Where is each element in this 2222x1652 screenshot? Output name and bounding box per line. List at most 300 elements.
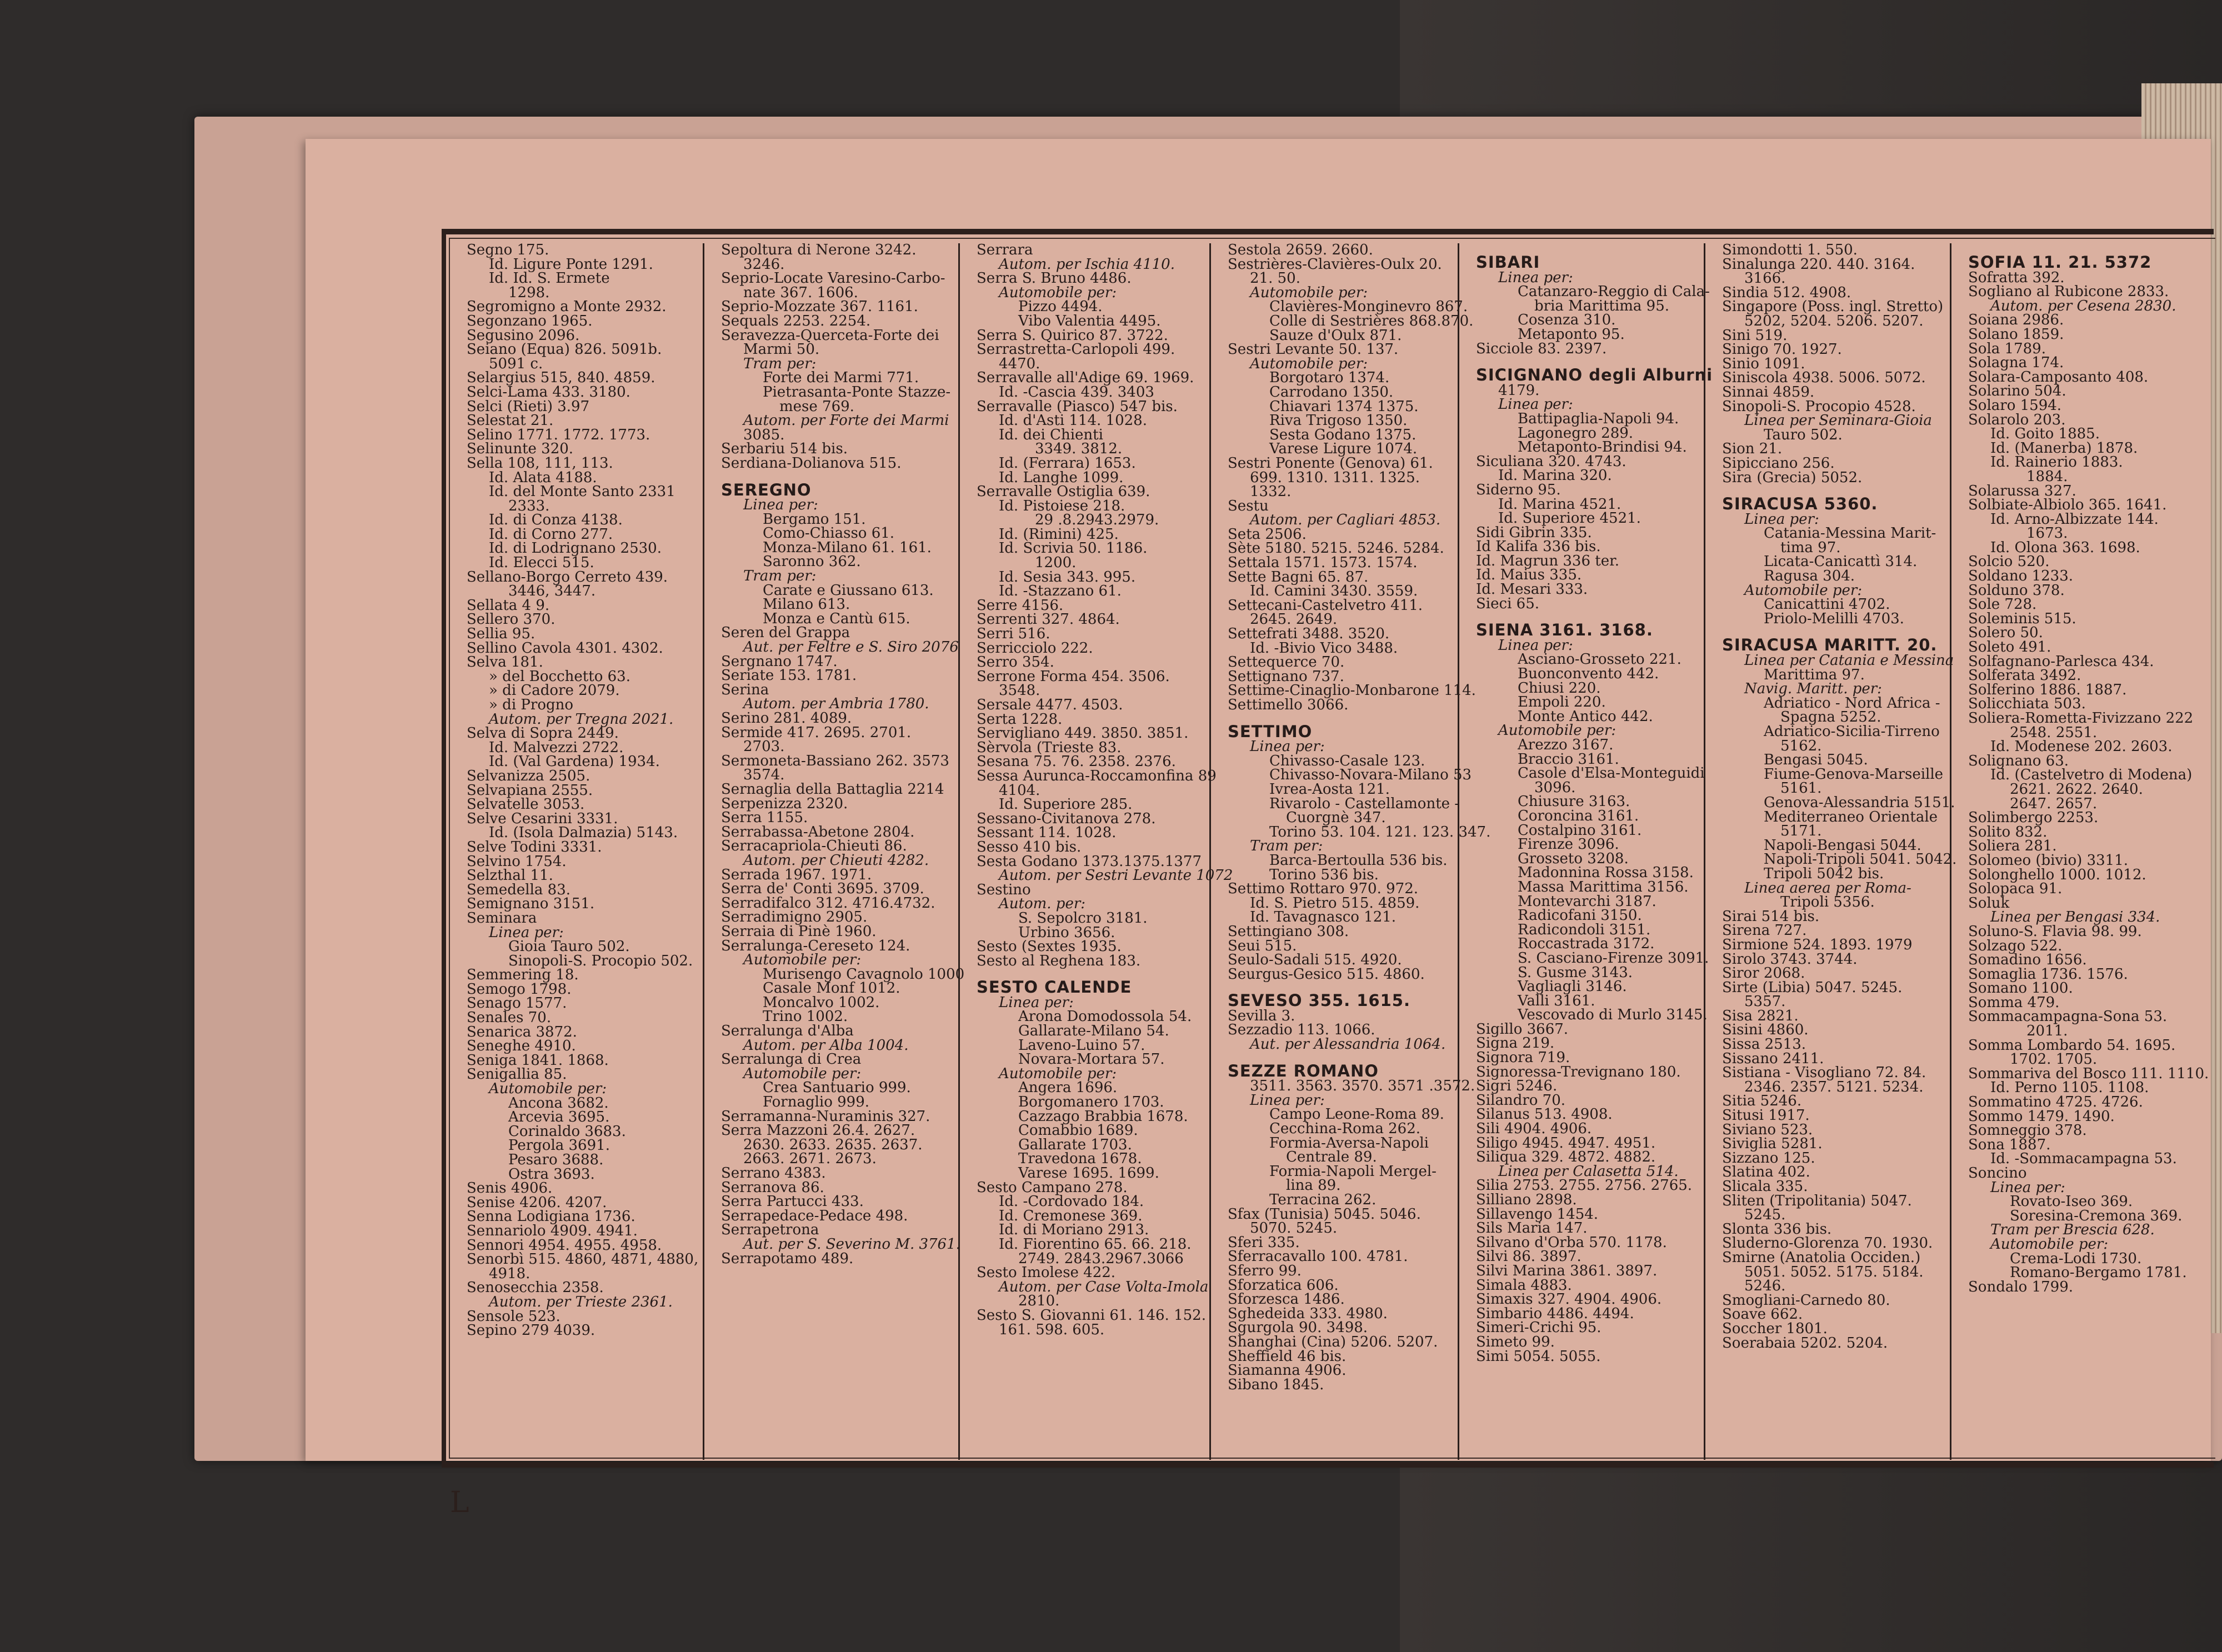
index-entry: Rivarolo - Castellamonte - — [1269, 795, 1460, 812]
index-entry: Arona Domodossola 54. — [1018, 1008, 1192, 1025]
index-entry: Senna Lodigiana 1736. — [467, 1208, 635, 1225]
index-entry: Solarino 504. — [1968, 383, 2066, 400]
index-entry: Serro 354. — [977, 654, 1054, 671]
index-entry: Carate e Giussano 613. — [763, 582, 934, 599]
index-entry: Slatina 402. — [1722, 1164, 1810, 1181]
index-entry: Simala 4883. — [1476, 1276, 1572, 1294]
index-entry: Madonnina Rossa 3158. — [1518, 864, 1694, 882]
index-entry: Comabbio 1689. — [1018, 1122, 1138, 1139]
index-entry: Sissano 2411. — [1722, 1050, 1824, 1067]
index-entry: Settime-Cinaglio-Monbarone 114. — [1228, 682, 1476, 699]
index-entry: 3574. — [743, 767, 785, 784]
index-entry: Segonzano 1965. — [467, 312, 593, 329]
index-entry: Autom. per Cagliari 4853. — [1250, 512, 1441, 529]
index-entry: Simondotti 1. 550. — [1722, 242, 1858, 258]
index-entry: Varese 1695. 1699. — [1018, 1165, 1159, 1182]
index-entry: 2645. 2649. — [1250, 611, 1338, 628]
index-entry: Id. di Conza 4138. — [489, 512, 623, 529]
index-entry: Marittima 97. — [1764, 666, 1865, 683]
index-entry: Gallarate-Milano 54. — [1018, 1023, 1169, 1040]
index-entry: Id. -Bivio Vico 3488. — [1250, 639, 1398, 657]
index-entry: Forte dei Marmi 771. — [763, 369, 919, 387]
index-entry: Sestu — [1228, 497, 1269, 514]
index-entry: Chivasso-Casale 123. — [1269, 752, 1425, 769]
index-entry: Solito 832. — [1968, 823, 2048, 840]
index-entry: Settala 1571. 1573. 1574. — [1228, 554, 1418, 572]
index-entry: Serri 516. — [977, 625, 1050, 643]
index-entry: Solaro 1594. — [1968, 397, 2062, 414]
section-heading: SIBARI — [1476, 253, 1540, 272]
index-entry: Borgotaro 1374. — [1269, 369, 1390, 387]
index-entry: Serricciolo 222. — [977, 639, 1093, 657]
index-entry: Id. Arno-Albizzate 144. — [1990, 510, 2159, 528]
index-entry: Settefrati 3488. 3520. — [1228, 625, 1390, 643]
index-entry: Semogo 1798. — [467, 980, 572, 998]
index-entry: Seprio-Mozzate 367. 1161. — [721, 298, 918, 316]
index-entry: Slicala 335. — [1722, 1178, 1808, 1195]
index-entry: 4470. — [999, 355, 1040, 372]
index-entry: Id. -Stazzano 61. — [999, 583, 1122, 600]
index-entry: Serramanna-Nuraminis 327. — [721, 1108, 930, 1125]
index-entry: Sommariva del Bosco 111. 1110. — [1968, 1065, 2209, 1082]
index-entry: Id. Ligure Ponte 1291. — [489, 256, 653, 273]
index-entry: Sicciole 83. 2397. — [1476, 340, 1607, 357]
index-entry: Linea per: — [489, 924, 564, 941]
index-entry: Sennori 4954. 4955. 4958. — [467, 1237, 662, 1254]
index-entry: Autom. per Cesena 2830. — [1990, 297, 2176, 314]
index-entry: Autom. per Tregna 2021. — [489, 710, 674, 728]
index-entry: Priolo-Melilli 4703. — [1764, 610, 1904, 627]
index-entry: tima 97. — [1780, 539, 1841, 556]
index-entry: Segromigno a Monte 2932. — [467, 298, 667, 316]
index-entry: Sesta Godano 1375. — [1269, 426, 1417, 443]
index-entry: Serino 281. 4089. — [721, 710, 852, 727]
index-entry: Sinopoli-S. Procopio 4528. — [1722, 398, 1916, 415]
index-entry: Sermoneta-Bassiano 262. 3573 — [721, 752, 949, 769]
index-entry: Sellero 370. — [467, 611, 556, 628]
index-entry: Cosenza 310. — [1518, 312, 1616, 329]
index-entry: Id. Pistoiese 218. — [999, 497, 1125, 514]
index-entry: Seminara — [467, 909, 537, 927]
index-entry: Solferata 3492. — [1968, 667, 2081, 684]
index-entry: Serra 1155. — [721, 809, 808, 827]
index-entry: Semignano 3151. — [467, 895, 595, 913]
index-entry: Selzthal 11. — [467, 867, 553, 884]
index-entry: Romano-Bergamo 1781. — [2010, 1264, 2187, 1281]
index-entry: Sinopoli-S. Procopio 502. — [508, 952, 693, 969]
index-entry: Montevarchi 3187. — [1518, 893, 1657, 910]
index-entry: Sidi Gibrin 335. — [1476, 524, 1592, 541]
index-entry: Automobile per: — [1744, 582, 1863, 599]
index-entry: Sinio 1091. — [1722, 355, 1805, 372]
index-entry: Serpenizza 2320. — [721, 795, 848, 812]
index-entry: Sesto Campano 278. — [977, 1179, 1128, 1196]
index-entry: Tram per: — [743, 568, 817, 585]
index-entry: Soleto 491. — [1968, 639, 2051, 656]
index-entry: Tauro 502. — [1764, 426, 1843, 443]
index-entry: Id. Cremonese 369. — [999, 1207, 1143, 1224]
index-entry: Sensole 523. — [467, 1308, 560, 1325]
index-entry: Siculiana 320. 4743. — [1476, 453, 1627, 470]
index-entry: Soluk — [1968, 894, 2010, 912]
index-entry: Id. -Sommacampagna 53. — [1990, 1150, 2177, 1168]
index-entry: Simaxis 327. 4904. 4906. — [1476, 1291, 1662, 1308]
index-entry: Soliera-Rometta-Fivizzano 222 — [1968, 710, 2194, 727]
index-entry: Sferro 99. — [1228, 1262, 1302, 1279]
index-entry: Licata-Canicattì 314. — [1764, 553, 1918, 570]
index-entry: Signora 719. — [1476, 1049, 1570, 1067]
index-entry: Urbino 3656. — [1018, 924, 1115, 941]
index-entry: 3548. — [999, 682, 1040, 699]
index-entry: Id. d'Asti 114. 1028. — [999, 412, 1147, 429]
index-entry: Massa Marittima 3156. — [1518, 878, 1689, 895]
index-entry: Settignano 737. — [1228, 668, 1344, 685]
index-entry: Simi 5054. 5055. — [1476, 1348, 1601, 1365]
index-entry: Sola 1789. — [1968, 340, 2046, 357]
index-entry: Solignano 63. — [1968, 752, 2069, 769]
index-entry: Sforzatica 606. — [1228, 1276, 1339, 1294]
index-entry: Adriatico - Nord Africa - — [1764, 694, 1940, 712]
index-entry: Serrenti 327. 4864. — [977, 611, 1120, 628]
index-entry: Siderno 95. — [1476, 481, 1561, 498]
index-entry: Sluderno-Glorenza 70. 1930. — [1722, 1235, 1933, 1252]
index-entry: Linea per: — [999, 994, 1074, 1011]
index-entry: Silliano 2898. — [1476, 1192, 1577, 1208]
index-entry: Marmi 50. — [743, 341, 820, 358]
index-entry: Selva di Sopra 2449. — [467, 725, 619, 742]
index-entry: Solicchiata 503. — [1968, 695, 2086, 713]
index-entry: Id. Fiorentino 65. 66. 218. — [999, 1235, 1192, 1253]
index-entry: Serrastretta-Carlopoli 499. — [977, 341, 1175, 358]
index-entry: Soldano 1233. — [1968, 568, 2074, 585]
index-entry: Ragusa 304. — [1764, 568, 1855, 585]
index-entry: Sforzesca 1486. — [1228, 1291, 1345, 1308]
index-entry: Linea per: — [1498, 269, 1573, 286]
index-entry: Automobile per: — [999, 284, 1117, 301]
index-entry: Sommacampagna-Sona 53. — [1968, 1008, 2168, 1025]
index-entry: Sessant 114. 1028. — [977, 824, 1117, 842]
index-entry: Smirne (Anatolia Occiden.) — [1722, 1249, 1921, 1266]
index-entry: Sole 728. — [1968, 596, 2037, 613]
index-entry: Travedona 1678. — [1018, 1150, 1142, 1168]
index-entry: Firenze 3096. — [1518, 836, 1619, 853]
index-entry: Soccher 1801. — [1722, 1320, 1828, 1337]
index-entry: Seulo-Sadali 515. 4920. — [1228, 952, 1402, 969]
index-entry: Sipicciano 256. — [1722, 454, 1835, 472]
index-entry: Siliqua 329. 4872. 4882. — [1476, 1149, 1656, 1166]
index-entry: Solfagnano-Parlesca 434. — [1968, 653, 2154, 670]
index-entry: Sondalo 1799. — [1968, 1278, 2074, 1295]
index-entry: Serta 1228. — [977, 710, 1063, 728]
index-entry: Solara-Camposanto 408. — [1968, 368, 2149, 386]
index-entry: Casole d'Elsa-Monteguidi — [1518, 765, 1705, 782]
index-entry: Serra de' Conti 3695. 3709. — [721, 880, 924, 898]
index-entry: Id. Elecci 515. — [489, 554, 594, 572]
index-entry: Ancona 3682. — [508, 1094, 609, 1112]
index-entry: Smogliani-Carnedo 80. — [1722, 1291, 1890, 1309]
index-entry: 2647. 2657. — [2010, 795, 2098, 812]
index-entry: Id. Superiore 285. — [999, 796, 1133, 813]
index-entry: Chivasso-Novara-Milano 53 — [1269, 767, 1472, 784]
index-entry: Sferracavallo 100. 4781. — [1228, 1248, 1408, 1265]
index-entry: Sepino 279 4039. — [467, 1322, 595, 1339]
index-entry: Sesana 75. 76. 2358. 2376. — [977, 753, 1176, 770]
index-entry: Sestri Ponente (Genova) 61. — [1228, 454, 1433, 472]
index-entry: Chiusi 220. — [1518, 679, 1601, 697]
index-entry: Sesto Imolese 422. — [977, 1264, 1116, 1281]
index-entry: Sersale 4477. 4503. — [977, 697, 1123, 713]
index-entry: Solbiate-Albiolo 365. 1641. — [1968, 497, 2167, 514]
index-entry: 161. 598. 605. — [999, 1321, 1105, 1338]
index-entry: Selino 1771. 1772. 1773. — [467, 426, 650, 443]
index-entry: Navig. Maritt. per: — [1744, 680, 1882, 698]
index-entry: » del Bocchetto 63. — [489, 668, 630, 685]
index-entry: Shanghai (Cina) 5206. 5207. — [1228, 1333, 1438, 1350]
index-entry: Sheffield 46 bis. — [1228, 1348, 1347, 1365]
index-entry: mese 769. — [779, 398, 854, 415]
index-entry: Empoli 220. — [1518, 694, 1606, 711]
index-entry: Selvino 1754. — [467, 853, 567, 870]
index-entry: Seren del Grappa — [721, 624, 850, 642]
index-entry: Id. (Castelvetro di Modena) — [1990, 767, 2193, 784]
index-entry: Sesto (Sextes 1935. — [977, 938, 1122, 955]
index-entry: Serrone Forma 454. 3506. — [977, 668, 1170, 685]
index-entry: Autom. per Forte dei Marmi — [743, 412, 949, 429]
index-entry: Sini 519. — [1722, 327, 1788, 344]
section-heading: SIRACUSA 5360. — [1722, 494, 1878, 514]
index-entry: Chiavari 1374 1375. — [1269, 398, 1419, 415]
index-entry: Serdiana-Dolianova 515. — [721, 454, 902, 472]
index-entry: Soleminis 515. — [1968, 610, 2076, 627]
index-entry: 2749. 2843.2967.3066 — [1018, 1250, 1184, 1267]
index-entry: 2011. — [2026, 1023, 2068, 1040]
index-entry: Silanus 513. 4908. — [1476, 1106, 1613, 1123]
index-entry: Gioia Tauro 502. — [508, 938, 630, 955]
index-entry: Milano 613. — [763, 596, 850, 613]
index-column-2 — [703, 242, 965, 1460]
index-entry: Pergola 3691. — [508, 1137, 610, 1154]
index-entry: Id. Malvezzi 2722. — [489, 739, 624, 756]
index-entry: Campo Leone-Roma 89. — [1269, 1106, 1444, 1123]
index-entry: Casale Monf 1012. — [763, 980, 900, 997]
index-entry: Sesta Godano 1373.1375.1377 — [977, 853, 1202, 870]
index-entry: Sennariolo 4909. 4941. — [467, 1222, 638, 1239]
index-entry: Sinigo 70. 1927. — [1722, 341, 1842, 358]
index-entry: 3446, 3447. — [508, 583, 596, 600]
index-entry: 2663. 2671. 2673. — [743, 1150, 877, 1168]
index-entry: Id. Olona 363. 1698. — [1990, 539, 2140, 556]
index-entry: Torino 536 bis. — [1269, 866, 1379, 883]
index-entry: Seravezza-Querceta-Forte dei — [721, 327, 939, 344]
index-entry: Selva 181. — [467, 654, 543, 671]
index-entry: 5171. — [1780, 823, 1822, 840]
index-entry: Id. Magrun 336 ter. — [1476, 552, 1619, 569]
index-entry: Autom. per Trieste 2361. — [489, 1293, 673, 1310]
index-entry: Pizzo 4494. — [1018, 298, 1103, 316]
index-entry: Arcevia 3695. — [508, 1109, 610, 1126]
index-entry: Serravalle (Piasco) 547 bis. — [977, 398, 1178, 415]
index-entry: Cuorgnè 347. — [1286, 809, 1386, 827]
index-entry: Bergamo 151. — [763, 510, 866, 528]
index-entry: Silvi 86. 3897. — [1476, 1248, 1582, 1265]
index-entry: Solimbergo 2253. — [1968, 809, 2099, 827]
index-entry: 2346. 2357. 5121. 5234. — [1744, 1078, 1924, 1095]
index-entry: Sissa 2513. — [1722, 1036, 1806, 1053]
index-entry: Settingiano 308. — [1228, 923, 1349, 940]
index-entry: Cazzago Brabbia 1678. — [1018, 1108, 1188, 1125]
index-entry: Autom. per: — [999, 895, 1086, 913]
page-letter: L — [450, 1486, 469, 1519]
index-entry: 2333. — [508, 497, 550, 514]
index-entry: Sindia 512. 4908. — [1722, 284, 1851, 301]
index-entry: Monte Antico 442. — [1518, 708, 1653, 725]
index-entry: Serralunga d'Alba — [721, 1023, 854, 1040]
index-entry: Sinalunga 220. 440. 3164. — [1722, 256, 1915, 273]
index-entry: Genova-Alessandria 5151. — [1764, 794, 1955, 811]
index-entry: Colle di Sestrières 868.870. — [1269, 312, 1474, 329]
index-entry: Id. Camini 3430. 3559. — [1250, 583, 1418, 600]
index-entry: Tram per: — [743, 355, 817, 372]
index-entry: Autom. per Chieuti 4282. — [743, 852, 929, 869]
index-entry: » di Progno — [489, 697, 574, 713]
index-entry: Varese Ligure 1074. — [1269, 440, 1418, 458]
index-entry: Chiusure 3163. — [1518, 793, 1630, 810]
index-entry: Sessano-Civitanova 278. — [977, 810, 1156, 827]
index-entry: Id. (Rimini) 425. — [999, 525, 1119, 543]
index-entry: Id. Tavagnasco 121. — [1250, 909, 1397, 926]
index-entry: Serradimigno 2905. — [721, 909, 868, 926]
index-entry: Seprio-Locate Varesino-Carbo- — [721, 270, 945, 287]
index-entry: Id. (Isola Dalmazia) 5143. — [489, 824, 678, 842]
index-entry: Silia 2753. 2755. 2756. 2765. — [1476, 1177, 1693, 1194]
index-entry: Selestat 21. — [467, 412, 554, 429]
index-entry: Vagliagli 3146. — [1518, 978, 1627, 995]
index-entry: 5202, 5204. 5206. 5207. — [1744, 312, 1924, 329]
index-entry: Linea per Bengasi 334. — [1990, 909, 2160, 926]
index-entry: Sinnai 4859. — [1722, 383, 1815, 401]
index-entry: Serra Partucci 433. — [721, 1193, 864, 1210]
index-entry: Aut. per Alessandria 1064. — [1250, 1036, 1446, 1053]
index-entry: Id. (Manerba) 1878. — [1990, 439, 2138, 457]
index-entry: Sergnano 1747. — [721, 653, 838, 670]
index-entry: Solomeo (bivio) 3311. — [1968, 852, 2128, 869]
index-entry: Saronno 362. — [763, 553, 861, 570]
index-entry: Autom. per Ischia 4110. — [999, 256, 1175, 273]
index-entry: Tripoli 5042 bis. — [1764, 865, 1884, 882]
index-entry: 3511. 3563. 3570. 3571 .3572. — [1250, 1078, 1475, 1095]
index-entry: Trino 1002. — [763, 1008, 848, 1025]
index-entry: Formia-Aversa-Napoli — [1269, 1134, 1429, 1152]
index-entry: Aut. per S. Severino M. 3761. — [743, 1235, 960, 1253]
index-entry: Linea per Catania e Messina — [1744, 652, 1954, 669]
index-entry: Sesso 410 bis. — [977, 838, 1082, 855]
index-entry: Selve Cesarini 3331. — [467, 810, 618, 827]
index-entry: Sirte (Libia) 5047. 5245. — [1722, 979, 1903, 996]
index-entry: Sernaglia della Battaglia 2214 — [721, 780, 944, 798]
section-heading: SEVESO 355. 1615. — [1228, 991, 1410, 1010]
index-entry: Vibo Valentia 4495. — [1018, 312, 1161, 329]
index-entry: 699. 1310. 1311. 1325. — [1250, 469, 1420, 486]
index-entry: 5051. 5052. 5175. 5184. — [1744, 1263, 1924, 1280]
index-entry: Senago 1577. — [467, 995, 567, 1012]
index-entry: Situsi 1917. — [1722, 1107, 1810, 1124]
index-entry: Mediterraneo Orientale — [1764, 808, 1938, 825]
index-entry: Crea Santuario 999. — [763, 1079, 911, 1097]
index-entry: Serravalle all'Adige 69. 1969. — [977, 369, 1194, 387]
index-entry: Serina — [721, 681, 769, 698]
index-entry: 5245. — [1744, 1207, 1786, 1224]
index-entry: Gallarate 1703. — [1018, 1136, 1132, 1153]
index-entry: Murisengo Cavagnolo 1000 — [763, 965, 965, 983]
index-entry: Serre 4156. — [977, 597, 1064, 614]
index-entry: Serrano 4383. — [721, 1165, 826, 1182]
index-entry: 2621. 2622. 2640. — [2010, 780, 2143, 798]
index-entry: 29 .8.2943.2979. — [1035, 512, 1159, 529]
index-entry: Sizzano 125. — [1722, 1149, 1815, 1167]
index-entry: Serralunga di Crea — [721, 1051, 862, 1068]
index-entry: Silvano d'Orba 570. 1178. — [1476, 1234, 1667, 1251]
index-entry: Automobile per: — [999, 1065, 1117, 1082]
index-entry: Sghedeida 333. 4980. — [1228, 1305, 1388, 1322]
index-entry: Sommo 1479. 1490. — [1968, 1108, 2115, 1125]
index-entry: Catania-Messina Marit- — [1764, 525, 1936, 542]
index-entry: Settecani-Castelvetro 411. — [1228, 597, 1423, 614]
index-entry: Autom. per Sestri Levante 1072 — [999, 867, 1233, 884]
index-entry: Sigri 5246. — [1476, 1078, 1558, 1095]
section-heading: SIRACUSA MARITT. 20. — [1722, 635, 1938, 655]
index-entry: Costalpino 3161. — [1518, 822, 1642, 839]
index-entry: Sirai 514 bis. — [1722, 908, 1820, 925]
index-entry: Serra Mazzoni 26.4. 2627. — [721, 1122, 915, 1139]
index-entry: Sepoltura di Nerone 3242. — [721, 242, 917, 258]
section-heading: SICIGNANO degli Alburni — [1476, 366, 1713, 385]
index-entry: Autom. per Case Volta-Imola — [999, 1278, 1209, 1295]
index-entry: Tram per Brescia 628. — [1990, 1222, 2155, 1239]
index-entry: Semmering 18. — [467, 967, 579, 984]
index-entry: Battipaglia-Napoli 94. — [1518, 410, 1679, 427]
index-entry: Serranova 86. — [721, 1179, 824, 1196]
index-entry: Sfax (Tunisia) 5045. 5046. — [1228, 1205, 1421, 1223]
index-entry: Napoli-Tripoli 5041. 5042. — [1764, 851, 1957, 868]
index-entry: Moncalvo 1002. — [763, 994, 880, 1011]
index-entry: Siviano 523. — [1722, 1121, 1813, 1138]
index-entry: Automobile per: — [489, 1080, 607, 1098]
index-entry: 5246. — [1744, 1278, 1786, 1295]
index-entry: Centrale 89. — [1286, 1149, 1377, 1166]
index-entry: Sigillo 3667. — [1476, 1020, 1569, 1038]
index-entry: Sermide 417. 2695. 2701. — [721, 724, 912, 741]
index-entry: Solferino 1886. 1887. — [1968, 681, 2127, 698]
index-entry: Id. S. Pietro 515. 4859. — [1250, 894, 1420, 912]
index-entry: Sirmione 524. 1893. 1979 — [1722, 936, 1913, 953]
index-entry: Braccio 3161. — [1518, 750, 1619, 768]
index-entry: Solagna 174. — [1968, 354, 2064, 372]
index-entry: Linea per: — [1250, 738, 1325, 755]
index-entry: Monza e Cantù 615. — [763, 610, 910, 627]
index-entry: Serrapedace-Pedace 498. — [721, 1207, 908, 1224]
index-entry: Fiume-Genova-Marseille — [1764, 765, 1944, 783]
index-entry: Serbariu 514 bis. — [721, 440, 848, 458]
index-entry: Canicattini 4702. — [1764, 596, 1890, 613]
index-entry: Selvanizza 2505. — [467, 767, 590, 784]
index-entry: Automobile per: — [1498, 722, 1617, 739]
index-entry: Sirolo 3743. 3744. — [1722, 950, 1858, 968]
index-entry: Segno 175. — [467, 242, 549, 258]
index-entry: Selve Todini 3331. — [467, 838, 602, 855]
index-entry: Automobile per: — [1250, 355, 1368, 372]
index-entry: Sferi 335. — [1228, 1234, 1300, 1251]
index-entry: Serrara — [977, 242, 1033, 258]
